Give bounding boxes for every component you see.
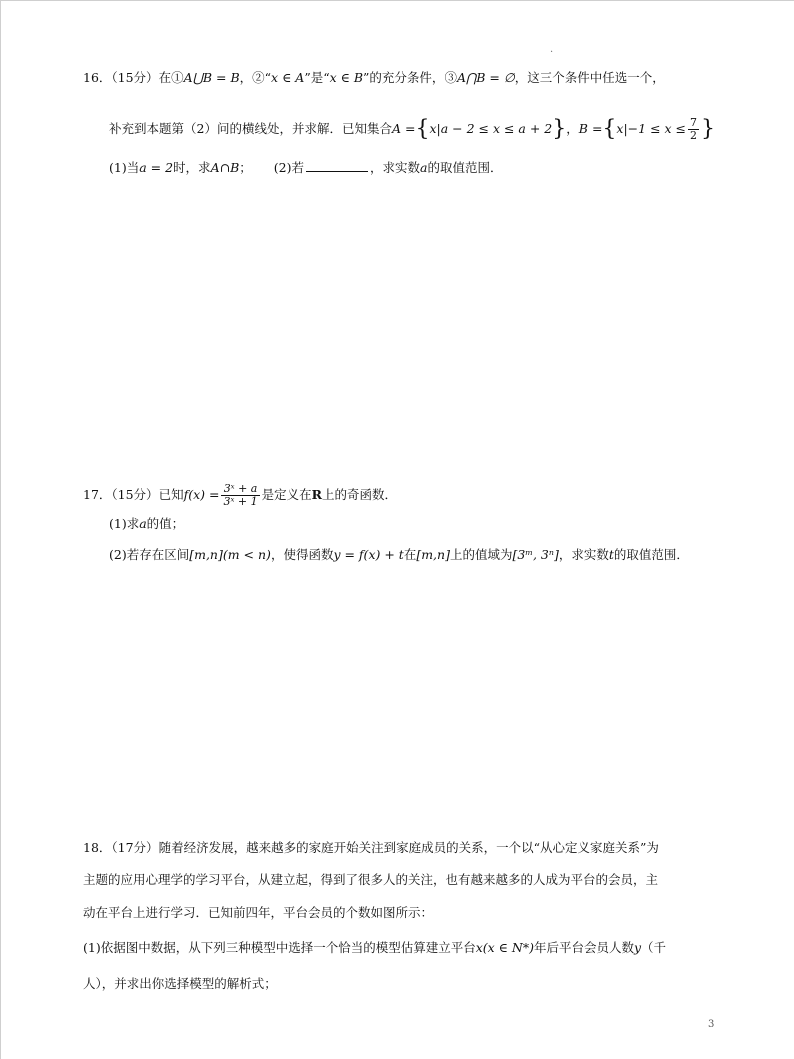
q17-line-1: 17．（15分）已知f(x) = $\frac{\text{3ˣ + a}}{\text{3ˣ + 1}}$ 是定义在R上的奇函数．: [83, 482, 398, 508]
q18-number: 18．（17分）: [83, 840, 159, 855]
q16-line-1: 16．（15分）在①A⋃B = B，②“x ∈ A”是“x ∈ B”的充分条件，③A⋂B = ∅，这三个条件中任选一个，: [83, 70, 665, 85]
q18-line-2: 主题的应用心理学的学习平台，从建立起，得到了很多人的关注，也有越来越多的人成为平台的会员，主: [83, 872, 659, 887]
q17-fraction: $\frac{\text{3ˣ + a}}{\text{3ˣ + 1}}$: [223, 482, 258, 508]
scan-dot: ·: [550, 47, 554, 58]
q16-number: 16．（15分）: [83, 70, 159, 85]
q18-line-4: (1)依据图中数据，从下列三种模型中选择一个恰当的模型估算建立平台x(x ∈ N*)年后平台会员人数y（千: [83, 940, 667, 955]
q17-part-1: (1)求a的值；: [109, 516, 185, 531]
page-number: 3: [708, 1019, 715, 1030]
q18-line-3: 动在平台上进行学习．已知前四年，平台会员的个数如图所示：: [83, 905, 434, 920]
q17-part-2: (2)若存在区间[m,n](m < n)，使得函数y = f(x) + t在[m,n]上的值域为[3ᵐ, 3ⁿ]，求实数t的取值范围．: [109, 547, 689, 562]
q16-line-2: 补充到本题第（2）问的横线处，并求解．已知集合A ={x|a − 2 ≤ x ≤ a + 2}，B ={x|−1 ≤ x ≤ $\frac{7}{2}$ }: [109, 116, 716, 142]
q18-line-1: 18．（17分）随着经济发展，越来越多的家庭开始关注到家庭成员的关系，一个以“从心定义家庭关系”为: [83, 840, 659, 855]
q16-parts: (1)当a = 2时，求A∩B； (2)若 ，求实数a的取值范围．: [109, 160, 503, 175]
q18-line-5: 人），并求出你选择模型的解析式；: [83, 976, 277, 991]
q16-fraction: $\frac{7}{2}$: [690, 116, 698, 142]
answer-blank: [306, 159, 368, 172]
q17-number: 17．（15分）: [83, 487, 159, 502]
